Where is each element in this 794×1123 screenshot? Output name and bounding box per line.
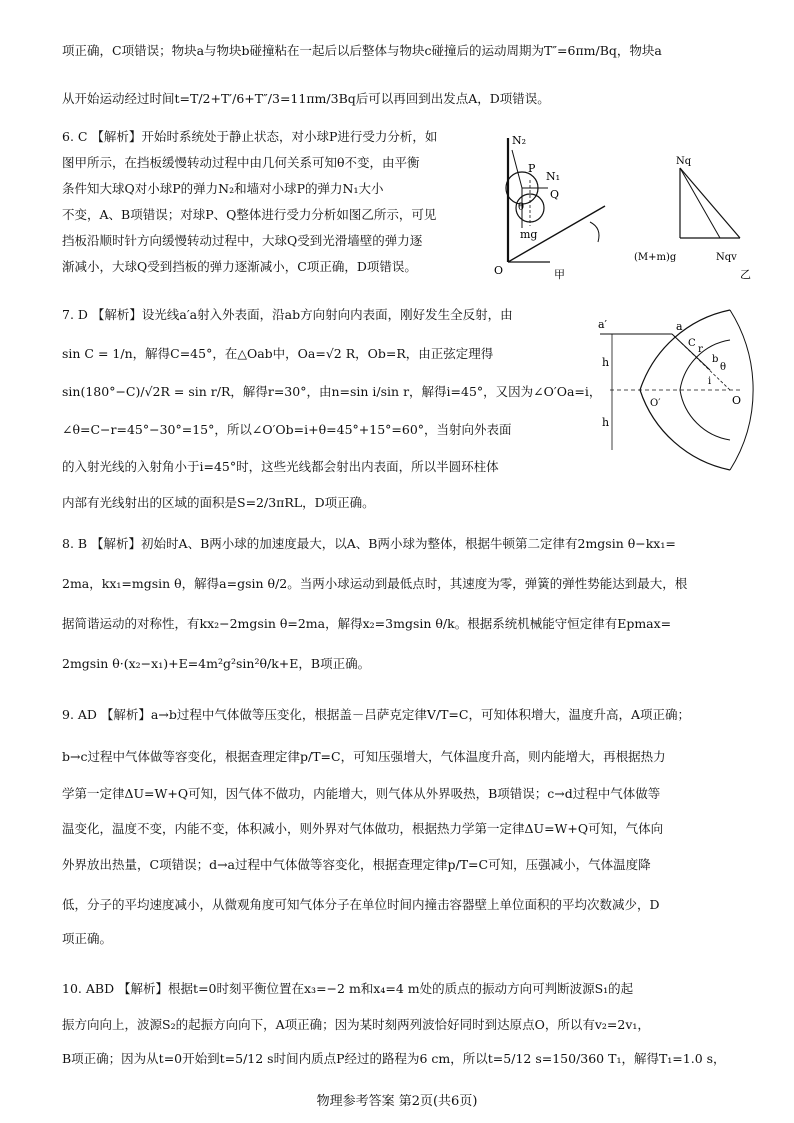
label-Q: Q xyxy=(550,188,560,201)
text-line: 挡板沿顺时针方向缓慢转动过程中，大球Q受到光滑墙壁的弹力逐 xyxy=(62,233,423,248)
label-theta-q7: θ xyxy=(720,362,727,373)
text-line: 不变，A、B项错误；对球P、Q整体进行受力分析如图乙所示，可见 xyxy=(62,207,437,222)
text-line: 学第一定律ΔU=W+Q可知，因气体不做功，内能增大，则气体从外界吸热，B项错误；c→d过程中气体做等 xyxy=(62,786,661,801)
label-O-prime: O′ xyxy=(650,398,661,409)
text-line: 7. D 【解析】设光线a′a射入外表面，沿ab方向射向内表面，刚好发生全反射，由 xyxy=(62,307,513,322)
label-h-lower: h xyxy=(602,416,610,429)
label-O-q7: O xyxy=(732,394,742,407)
label-O: O xyxy=(494,264,504,277)
text-line: 振方向向上，波源S₂的起振方向向下，A项正确；因为某时刻两列波恰好同时到达原点O，所以有v₂=2v₁， xyxy=(62,1017,650,1032)
label-b: b xyxy=(712,354,719,365)
label-jia: 甲 xyxy=(554,268,565,280)
label-N2: N₂ xyxy=(512,134,527,147)
text-line: 温变化，温度不变，内能不变，体积减小，则外界对气体做功，根据热力学第一定律ΔU=W+Q可知，气体向 xyxy=(62,821,664,836)
text-line: 2mgsin θ·(x₂−x₁)+E=4m²g²sin²θ/k+E，B项正确。 xyxy=(62,656,371,671)
label-N1: N₁ xyxy=(546,170,561,183)
label-i: i xyxy=(708,376,712,387)
label-h-upper: h xyxy=(602,356,610,369)
text-line: 9. AD 【解析】a→b过程中气体做等压变化，根据盖－吕萨克定律V/T=C，可知体积增大，温度升高，A项正确； xyxy=(62,707,690,722)
text-line: 据简谐运动的对称性，有kx₂−2mgsin θ=2ma，解得x₂=3mgsin θ/k。根据系统机械能守恒定律有Epmax= xyxy=(62,616,672,631)
label-Nqv: Nqv xyxy=(716,252,737,263)
figure-yi xyxy=(630,150,760,280)
text-line: sin(180°−C)/√2R = sin r/R，解得r=30°，由n=sin i/sin r，解得i=45°，又因为∠O′Oa=i， xyxy=(62,384,602,399)
text-line: ∠θ=C−r=45°−30°=15°，所以∠O′Ob=i+θ=45°+15°=60°，当射向外表面 xyxy=(62,422,512,437)
text-line: 低，分子的平均速度减小，从微观角度可知气体分子在单位时间内撞击容器壁上单位面积的平均次数减少，D xyxy=(62,897,660,912)
text-line: 外界放出热量，C项错误；d→a过程中气体做等容变化，根据查理定律p/T=C可知，压强减小，气体温度降 xyxy=(62,857,651,872)
text-line: 6. C 【解析】开始时系统处于静止状态，对小球P进行受力分析，如 xyxy=(62,129,438,144)
text-line: sin C = 1/n，解得C=45°，在△Oab中，Oa=√2 R，Ob=R，由正弦定理得 xyxy=(62,346,494,361)
text-line: b→c过程中气体做等容变化，根据查理定律p/T=C，可知压强增大，气体温度升高，则内能增大，再根据热力 xyxy=(62,749,666,764)
text-line: 8. B 【解析】初始时A、B两小球的加速度最大，以A、B两小球为整体，根据牛顿第二定律有2mgsin θ−kx₁= xyxy=(62,536,676,551)
label-a-prime: a′ xyxy=(598,318,608,331)
label-a: a xyxy=(676,320,683,333)
label-Mmg: (M+m)g xyxy=(634,252,677,263)
label-Nq: Nq xyxy=(676,156,692,167)
label-r: r xyxy=(698,344,703,355)
text-line: 2ma，kx₁=mgsin θ，解得a=gsin θ/2。当两小球运动到最低点时，其速度为零，弹簧的弹性势能达到最大，根 xyxy=(62,576,688,591)
text-line: 项正确。 xyxy=(62,931,113,946)
label-mg: mg xyxy=(520,228,538,241)
text-line: 渐减小，大球Q受到挡板的弹力逐渐减小，C项正确，D项错误。 xyxy=(62,259,417,274)
label-P: P xyxy=(528,162,536,175)
text-line: B项正确；因为从t=0开始到t=5/12 s时间内质点P经过的路程为6 cm，所以t=5/12 s=150/360 T₁，解得T₁=1.0 s， xyxy=(62,1051,726,1066)
label-theta: θ xyxy=(518,202,525,213)
text-line: 10. ABD 【解析】根据t=0时刻平衡位置在x₃=−2 m和x₄=4 m处的质点的振动方向可判断波源S₁的起 xyxy=(62,981,634,996)
text-line: 项正确，C项错误；物块a与物块b碰撞粘在一起后以后整体与物块c碰撞后的运动周期为T″=6πm/Bq，物块a xyxy=(62,43,662,58)
page-footer: 物理参考答案 第2页(共6页) xyxy=(316,1094,478,1109)
figure-q7 xyxy=(580,300,780,480)
text-line: 条件知大球Q对小球P的弹力N₂和墙对小球P的弹力N₁大小 xyxy=(62,181,384,196)
text-line: 内部有光线射出的区域的面积是S=2/3πRL，D项正确。 xyxy=(62,495,375,510)
text-line: 从开始运动经过时间t=T/2+T′/6+T″/3=11πm/3Bq后可以再回到出发点A，D项错误。 xyxy=(62,91,550,106)
text-line: 图甲所示，在挡板缓慢转动过程中由几何关系可知θ不变，由平衡 xyxy=(62,155,420,170)
label-C: C xyxy=(688,338,696,349)
text-line: 的入射光线的入射角小于i=45°时，这些光线都会射出内表面，所以半圆环柱体 xyxy=(62,459,499,474)
figure-jia xyxy=(490,130,630,280)
label-yi: 乙 xyxy=(740,268,751,280)
